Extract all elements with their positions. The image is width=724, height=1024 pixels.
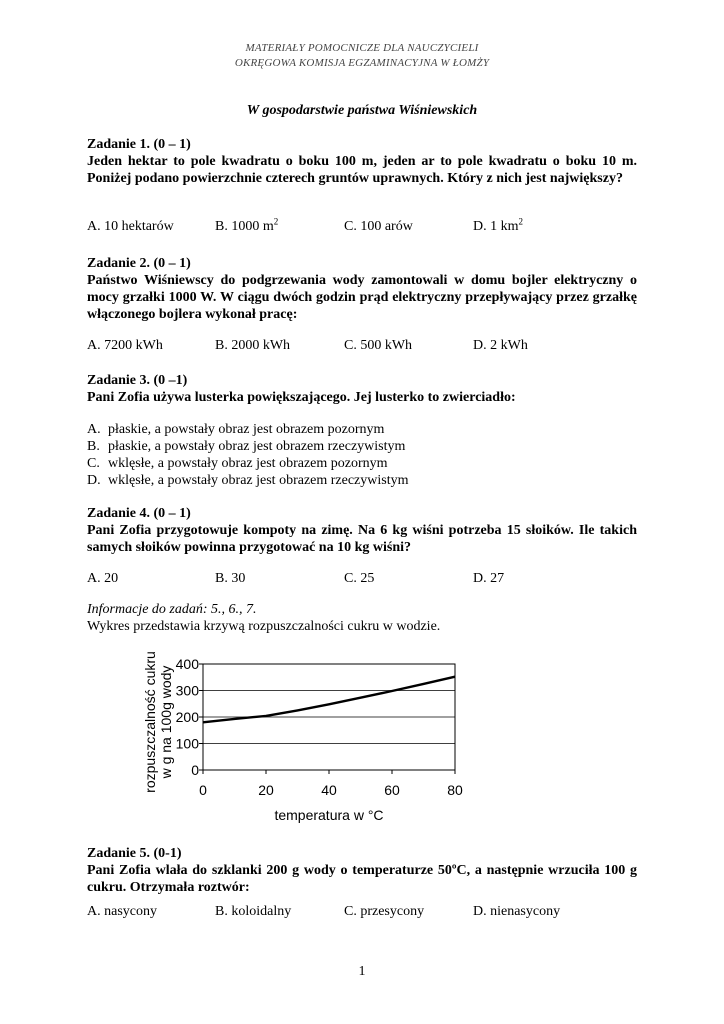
answer-text: B. 1000 m [215, 219, 274, 234]
task-2-answers [87, 338, 647, 356]
task-5-answers [87, 904, 647, 922]
task-3-text: Pani Zofia używa lusterka powiększającego. Jej lusterko to zwierciadło: [87, 390, 516, 405]
page-number: 1 [358, 964, 366, 979]
answer-text: D. 1 km [473, 219, 519, 234]
header-line-1: MATERIAŁY POMOCNICZE DLA NAUCZYCIELI [245, 42, 479, 54]
y-tick-label: 100 [175, 735, 199, 752]
task-5-answer-b: B. koloidalny [215, 904, 292, 919]
task-1-answer-a [87, 219, 174, 235]
option-text: płaskie, a powstały obraz jest obrazem rzeczywistym [108, 439, 406, 454]
y-tick-label: 0 [191, 762, 199, 778]
answer-text: A. 10 hektarów [87, 219, 174, 234]
task-1 [87, 136, 637, 187]
y-tick-label: 200 [175, 709, 199, 725]
task-3-option-a [87, 421, 637, 438]
task-2-answer-b: B. 2000 kWh [215, 338, 291, 353]
option-letter: D. [87, 473, 101, 488]
page-title: W gospodarstwie państwa Wiśniewskich [246, 103, 478, 118]
header-line-2: OKRĘGOWA KOMISJA EGZAMINACYJNA W ŁOMŻY [234, 57, 490, 69]
task-4 [87, 505, 637, 556]
answer-superscript: 2 [273, 216, 279, 227]
y-axis-label-line-1: rozpuszczalność cukru [142, 651, 158, 793]
task-1-answer-c [344, 219, 413, 235]
task-3-option-d [87, 472, 637, 489]
y-tick-label: 300 [175, 682, 199, 699]
task-3 [87, 372, 637, 406]
option-text: płaskie, a powstały obraz jest obrazem pozornym [108, 422, 385, 437]
task-2-text: Państwo Wiśniewscy do podgrzewania wody zamontowali w domu bojler elektryczny o mocy grzałki 1000 W. W ciągu dwóch godzin prąd elektryczny przepływający przez grzałkę włączonego bojlera wykonał pracę: [87, 273, 637, 322]
task-4-answers [87, 571, 647, 589]
option-text: wklęsłe, a powstały obraz jest obrazem pozornym [108, 456, 388, 471]
task-4-text: Pani Zofia przygotowuje kompoty na zimę. Na 6 kg wiśni potrzeba 15 słoików. Ile takich samych słoików powinna przygotować na 10 kg wiśni? [87, 523, 637, 555]
chart-info [87, 601, 440, 635]
task-5-text: Pani Zofia wlała do szklanki 200 g wody o temperaturze 50ºC, a następnie wrzuciła 100 g cukru. Otrzymała roztwór: [87, 863, 637, 895]
info-text: Wykres przedstawia krzywą rozpuszczalności cukru w wodzie. [87, 619, 441, 634]
task-5-answer-c: C. przesycony [344, 904, 425, 919]
solubility-curve [203, 677, 455, 723]
task-1-answer-d [473, 216, 523, 235]
answer-text: C. 100 arów [344, 219, 413, 234]
task-2-heading: Zadanie 2. (0 – 1) [87, 256, 191, 271]
task-3-heading: Zadanie 3. (0 –1) [87, 373, 188, 388]
task-4-answer-d: D. 27 [473, 571, 505, 586]
task-5-answer-d: D. nienasycony [473, 904, 561, 919]
x-axis-label: temperatura w °C [274, 807, 384, 823]
task-3-options [87, 421, 637, 489]
x-tick-label: 20 [258, 782, 274, 798]
task-2-answer-d: D. 2 kWh [473, 338, 528, 353]
info-label: Informacje do zadań: 5., 6., 7. [87, 602, 257, 617]
answer-superscript: 2 [518, 216, 523, 227]
task-2-answer-a: A. 7200 kWh [87, 338, 163, 353]
solubility-chart [130, 640, 490, 826]
x-tick-label: 0 [199, 782, 207, 798]
option-letter: A. [87, 422, 101, 437]
x-tick-label: 60 [384, 782, 400, 798]
task-4-heading: Zadanie 4. (0 – 1) [87, 506, 191, 521]
task-1-answer-b [215, 216, 279, 235]
task-4-answer-b: B. 30 [215, 571, 246, 586]
task-3-option-b [87, 438, 637, 455]
task-1-text: Jeden hektar to pole kwadratu o boku 100 m, jeden ar to pole kwadratu o boku 10 m. Poniżej podano powierzchnie czterech gruntów uprawnych. Który z nich jest największy? [87, 154, 637, 186]
task-3-option-c [87, 455, 637, 472]
task-4-answer-a: A. 20 [87, 571, 119, 586]
task-5-heading: Zadanie 5. (0-1) [87, 846, 182, 861]
task-5-answer-a: A. nasycony [87, 904, 157, 919]
task-2-answer-c: C. 500 kWh [344, 338, 413, 353]
option-letter: B. [87, 439, 100, 454]
task-5 [87, 845, 637, 896]
x-tick-label: 80 [447, 782, 463, 798]
option-text: wklęsłe, a powstały obraz jest obrazem rzeczywistym [108, 473, 409, 488]
task-2 [87, 255, 637, 323]
option-letter: C. [87, 456, 100, 471]
task-1-answers [87, 216, 647, 237]
task-4-answer-c: C. 25 [344, 571, 375, 586]
y-tick-label: 400 [175, 656, 199, 672]
task-1-heading: Zadanie 1. (0 – 1) [87, 137, 191, 152]
y-axis-label-line-2: w g na 100g wody [158, 665, 174, 779]
x-tick-label: 40 [321, 782, 337, 798]
